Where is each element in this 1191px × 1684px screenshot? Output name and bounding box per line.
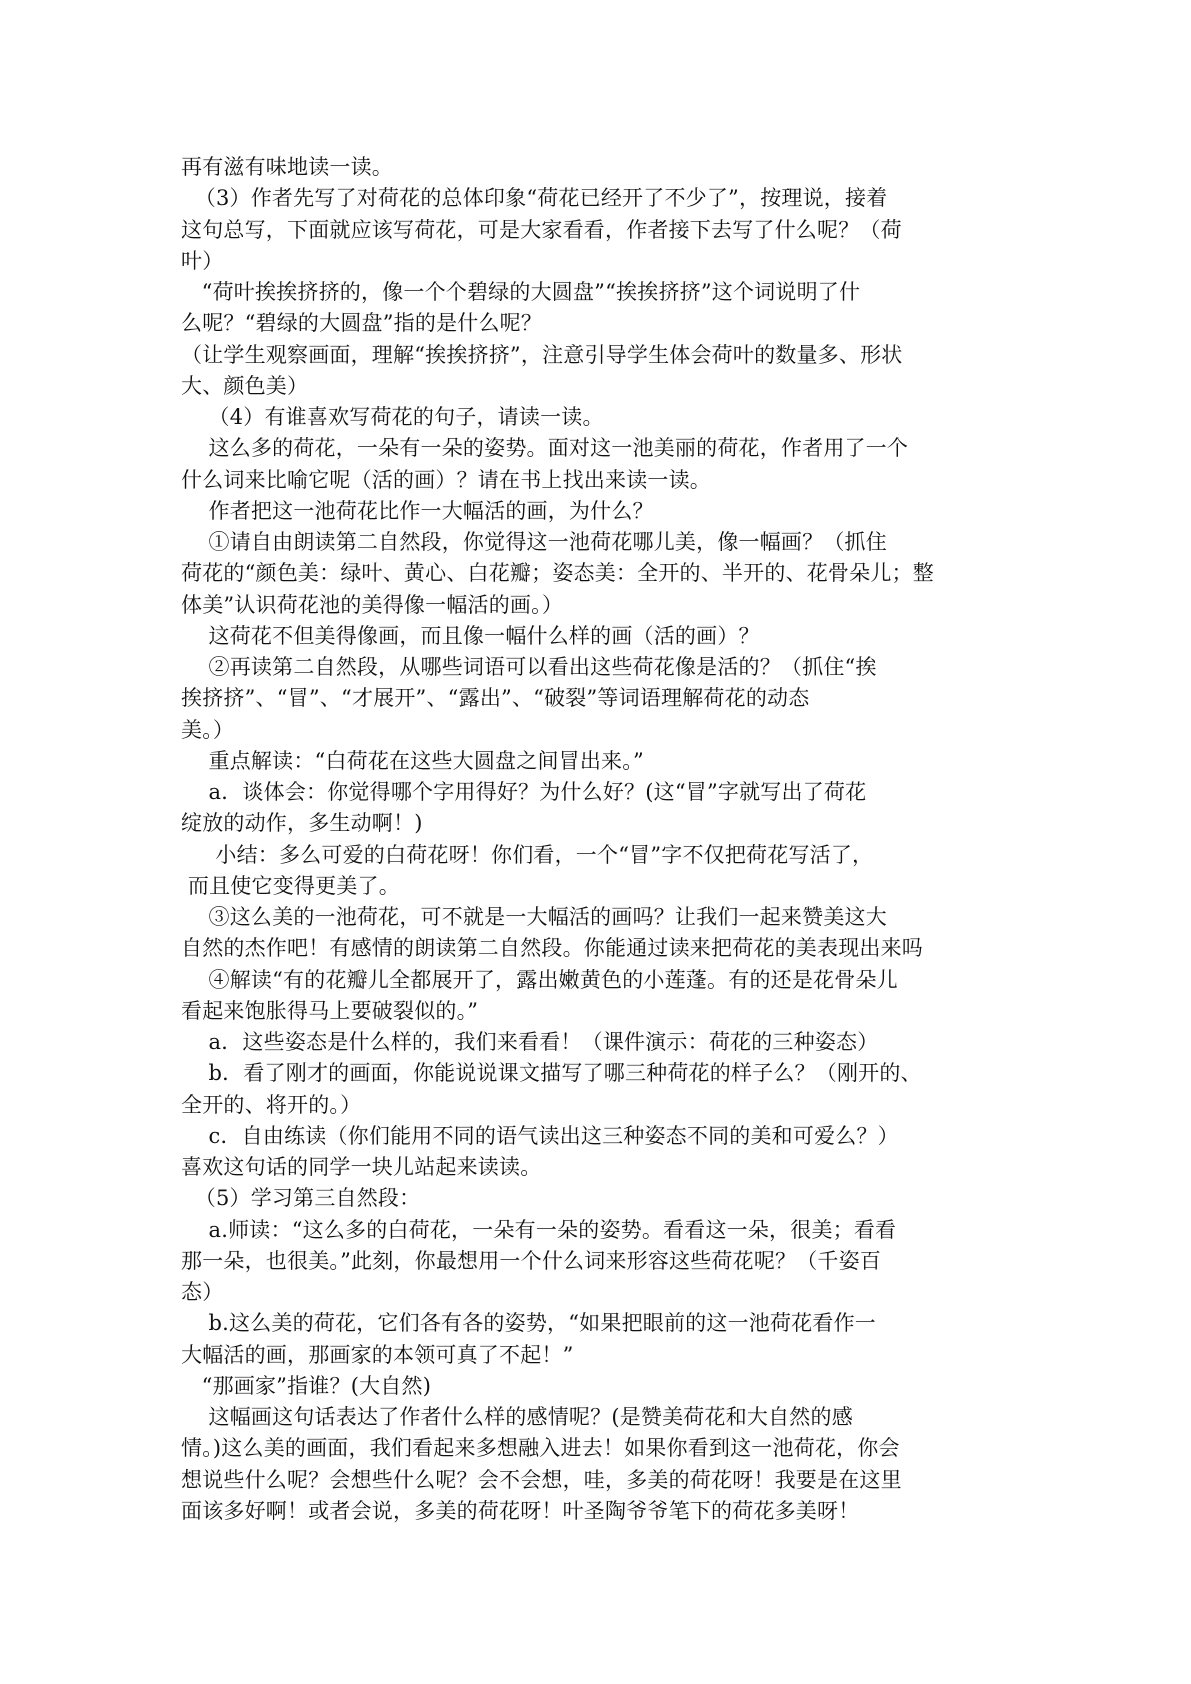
text-line: 这句总写，下面就应该写荷花，可是大家看看，作者接下去写了什么呢？（荷 xyxy=(181,217,902,242)
text-line: 么呢？“碧绿的大圆盘”指的是什么呢？ xyxy=(181,311,543,336)
text-line: 自然的杰作吧！有感情的朗读第二自然段。你能通过读来把荷花的美表现出来吗 xyxy=(181,936,923,961)
text-line: （3）作者先写了对荷花的总体印象“荷花已经开了不少了”，按理说，接着 xyxy=(181,186,888,211)
text-line: 体美”认识荷花池的美得像一幅活的画。） xyxy=(181,592,564,617)
text-line: 想说些什么呢？会想些什么呢？会不会想，哇，多美的荷花呀！我要是在这里 xyxy=(181,1467,902,1492)
text-line: “那画家”指谁？(大自然) xyxy=(181,1373,432,1398)
text-line: 大幅活的画，那画家的本领可真了不起！” xyxy=(181,1342,574,1367)
text-line: a.师读：“这么多的白荷花，一朵有一朵的姿势。看看这一朵，很美；看看 xyxy=(181,1217,897,1242)
text-line: 作者把这一池荷花比作一大幅活的画，为什么？ xyxy=(181,498,654,523)
text-line: ②再读第二自然段，从哪些词语可以看出这些荷花像是活的？（抓住“挨 xyxy=(181,655,877,679)
text-line: 这么多的荷花，一朵有一朵的姿势。面对这一池美丽的荷花，作者用了一个 xyxy=(181,436,909,461)
text-line: 面该多好啊！或者会说，多美的荷花呀！叶圣陶爷爷笔下的荷花多美呀！ xyxy=(181,1498,860,1523)
text-line: “荷叶挨挨挤挤的，像一个个碧绿的大圆盘”“挨挨挤挤”这个词说明了什 xyxy=(181,280,861,304)
text-line: ④解读“有的花瓣儿全都展开了，露出嫩黄色的小莲蓬。有的还是花骨朵儿 xyxy=(181,967,898,992)
text-line: b.这么美的荷花，它们各有各的姿势，“如果把眼前的这一池荷花看作一 xyxy=(181,1311,876,1336)
text-line: 再有滋有味地读一读。 xyxy=(181,155,393,179)
text-line: 荷花的“颜色美：绿叶、黄心、白花瓣；姿态美：全开的、半开的、花骨朵儿；整 xyxy=(181,561,934,586)
text-line: 这幅画这句话表达了作者什么样的感情呢？(是赞美荷花和大自然的感 xyxy=(181,1405,853,1429)
text-line: 看起来饱胀得马上要破裂似的。” xyxy=(181,998,479,1023)
text-line: （让学生观察画面，理解“挨挨挤挤”，注意引导学生体会荷叶的数量多、形状 xyxy=(181,342,903,367)
text-line: 美。） xyxy=(181,717,235,742)
text-line: 小结：多么可爱的白荷花呀！你们看，一个“冒”字不仅把荷花写活了， xyxy=(181,842,874,867)
text-line: a．这些姿态是什么样的，我们来看看！（课件演示：荷花的三种姿态） xyxy=(181,1030,879,1054)
text-line: 那一朵，也很美。”此刻，你最想用一个什么词来形容这些荷花呢？（千姿百 xyxy=(181,1248,882,1273)
document-body xyxy=(181,152,1021,1527)
text-line: 而且使它变得更美了。 xyxy=(181,873,400,898)
text-line: c．自由练读（你们能用不同的语气读出这三种姿态不同的美和可爱么？） xyxy=(181,1123,899,1148)
text-line: 重点解读：“白荷花在这些大圆盘之间冒出来。” xyxy=(181,748,644,773)
text-line: （4）有谁喜欢写荷花的句子，请读一读。 xyxy=(181,405,604,429)
text-line: 挨挤挤”、“冒”、“才展开”、“露出”、“破裂”等词语理解荷花的动态 xyxy=(181,686,810,711)
text-line: 这荷花不但美得像画，而且像一幅什么样的画（活的画）？ xyxy=(181,623,760,648)
text-line: 叶） xyxy=(181,248,224,273)
text-line: a．谈体会：你觉得哪个字用得好？为什么好？(这“冒”字就写出了荷花 xyxy=(181,780,867,804)
text-line: 全开的、将开的。） xyxy=(181,1092,362,1117)
text-line: 情。)这么美的画面，我们看起来多想融入进去！如果你看到这一池荷花，你会 xyxy=(181,1436,900,1461)
text-line: b．看了刚才的画面，你能说说课文描写了哪三种荷花的样子么？（刚开的、 xyxy=(181,1061,922,1086)
text-line: 大、颜色美） xyxy=(181,373,309,398)
text-line: ①请自由朗读第二自然段，你觉得这一池荷花哪儿美，像一幅画？（抓住 xyxy=(181,530,887,554)
text-line: 喜欢这句话的同学一块儿站起来读读。 xyxy=(181,1155,542,1179)
text-line: 什么词来比喻它呢（活的画）？请在书上找出来读一读。 xyxy=(181,467,711,492)
text-line: ③这么美的一池荷花，可不就是一大幅活的画吗？让我们一起来赞美这大 xyxy=(181,905,887,929)
text-line: 绽放的动作，多生动啊！) xyxy=(181,811,423,836)
text-line: 态） xyxy=(181,1280,224,1304)
text-line: （5）学习第三自然段： xyxy=(181,1186,421,1211)
